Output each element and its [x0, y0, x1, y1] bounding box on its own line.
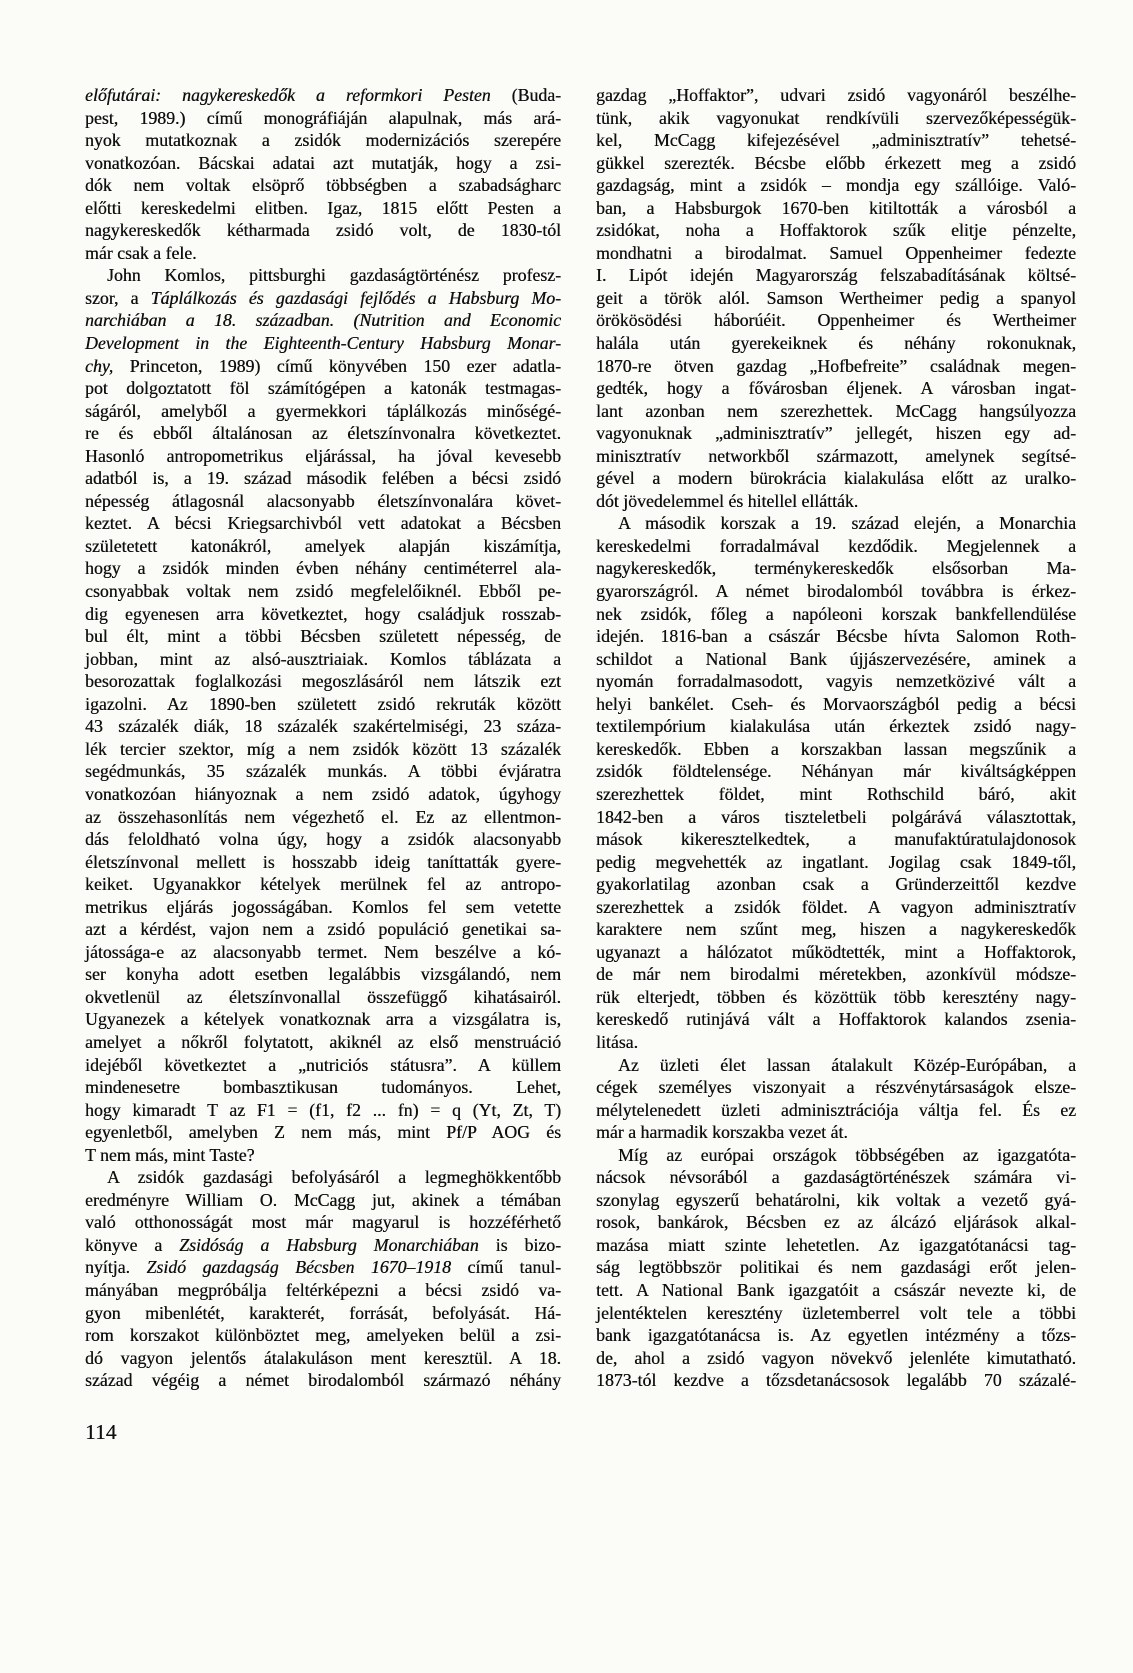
text-line: szor, a Táplálkozás és gazdasági fejlődés a Habsburg Mo- — [85, 287, 561, 308]
text-line: mondhatni a birodalmat. Samuel Oppenheimer fedezte — [596, 242, 1076, 263]
text-line: I. Lipót idején Magyarország felszabadításának költsé- — [596, 265, 1076, 286]
text-line: gyon mibenlétét, karakterét, forrását, befolyását. Há- — [85, 1302, 561, 1323]
text-line: mindenesetre bombasztikusan tudományos. Lehet, — [85, 1077, 561, 1098]
italic-text: előfutárai: nagykereskedők a reformkori Pesten — [85, 85, 491, 105]
page-number: 114 — [85, 1420, 117, 1444]
text-line: de, ahol a zsidó vagyon növekvő jelenléte kimutatható. — [596, 1347, 1076, 1368]
text-line: rom korszakot különböztet meg, amelyeken belül a zsi- — [85, 1325, 561, 1346]
text-line: gyarországról. A német birodalomból továbbra is érkez- — [596, 581, 1076, 602]
text-line: már csak a fele. — [85, 242, 197, 263]
text-line: bank igazgatótanácsa is. Az egyetlen intézmény a tőzs- — [596, 1325, 1076, 1346]
text-line: nyok mutatkoznak a zsidók modernizációs szerepére — [85, 130, 561, 151]
text-line: dás feloldható volna úgy, hogy a zsidók alacsonyabb — [85, 829, 561, 850]
text-line: gedték, hogy a fővárosban éljenek. A városban ingat- — [596, 378, 1076, 399]
text-line: ságáról, amelyből a gyermekkori táplálkozás minőségé- — [85, 400, 561, 421]
text-line: mások kikeresztelkedtek, a manufaktúratulajdonosok — [596, 829, 1076, 850]
text-line: pedig megvehették az ingatlant. Jogilag csak 1849-től, — [596, 851, 1076, 872]
text-line: dig egyenesen arra következtet, hogy családjuk rosszab- — [85, 603, 561, 624]
text-line: lék tercier szektor, míg a nem zsidók között 13 százalék — [85, 738, 561, 759]
text-line: amelyet a nőkről folytatott, akiknél az első menstruáció — [85, 1031, 561, 1052]
text-line: dó vagyon jelentős átalakuláson ment keresztül. A 18. — [85, 1347, 561, 1368]
text-line: dót jövedelemmel és hitellel ellátták. — [596, 490, 859, 511]
text-line: egyenletből, amelyben Z nem más, mint Pf/P AOG és — [85, 1122, 561, 1143]
text-line: már a harmadik korszakba vezet át. — [596, 1122, 848, 1143]
text-line: pot dolgoztatott föl számítógépen a katonák testmagas- — [85, 378, 561, 399]
text-line: jobban, mint az alsó-ausztriaiak. Komlos táblázata a — [85, 648, 561, 669]
text-line: Ugyanezek a kételyek vonatkoznak arra a vizsgálatra is, — [85, 1009, 561, 1030]
text-line — [85, 332, 561, 355]
italic-text: chy, — [85, 355, 114, 376]
text-line: ság legtöbbször politikai és nem gazdasági erőt jelen- — [596, 1257, 1076, 1278]
text-line: vonatkozóan. Bácskai adatai azt mutatják, hogy a zsi- — [85, 152, 561, 173]
text-line: hogy kimaradt T az F1 = (f1, f2 ... fn) = q (Yt, Zt, T) — [85, 1099, 561, 1120]
text-line: John Komlos, pittsburghi gazdaságtörténész profesz- — [107, 265, 561, 286]
text-line: mányában megpróbálja feltérképezni a bécsi zsidó va- — [85, 1279, 561, 1300]
text-line: gükkel szerezték. Bécsbe előbb érkezett meg a zsidó — [596, 152, 1076, 173]
text-line: szerezhettek földet, mint Rothschild báró, akit — [596, 783, 1076, 804]
text-line: előtti kereskedelmi elitben. Igaz, 1815 előtt Pesten a — [85, 197, 561, 218]
text-column-right — [596, 84, 1076, 1392]
text-line: chy, Princeton, 1989) című könyvében 150 ezer adatla- — [85, 355, 561, 376]
text-line: besorozattak foglalkozási megoszlásáról nem látszik ezt — [85, 671, 561, 692]
text-line: előfutárai: nagykereskedők a reformkori Pesten (Buda- — [85, 85, 562, 105]
text-line: nyomán forradalmasodott, vagyis nemzetközivé vált a — [596, 671, 1076, 692]
text-line: kereskedő rutinjává vált a Hoffaktorok kalandos zsenia- — [596, 1009, 1076, 1030]
text-line: keiket. Ugyanakkor kételyek merülnek fel az antropo- — [85, 874, 561, 895]
text-line: gével a modern bürokrácia kialakulása előtt az uralko- — [596, 468, 1076, 489]
text-line: kereskedők. Ebben a korszakban lassan megszűnik a — [596, 738, 1076, 759]
text-line: népesség átlagosnál alacsonyabb életszínvonalára követ- — [85, 490, 561, 511]
text-line: szerezhettek a zsidók földet. A vagyon adminisztratív — [596, 896, 1076, 917]
italic-text: Zsidó gazdagság Bécsben 1670–1918 — [146, 1257, 451, 1278]
text-line: karaktere nem szűnt meg, hiszen a nagykereskedők — [596, 919, 1076, 940]
text-line: ser konyha adott esetben legalábbis vizsgálandó, nem — [85, 964, 561, 985]
text-line: könyve a Zsidóság a Habsburg Monarchiában is bizo- — [85, 1234, 561, 1255]
text-line: T nem más, mint Taste? — [85, 1144, 255, 1165]
text-line: 43 százalék diák, 18 százalék szakértelmiségi, 23 száza- — [85, 716, 561, 737]
italic-text: Zsidóság a Habsburg Monarchiában — [179, 1234, 479, 1255]
text-line: halála után gyerekeiknek és néhány rokonuknak, — [596, 333, 1076, 354]
text-line: okvetlenül az életszínvonallal összefüggő kihatásairól. — [85, 986, 561, 1007]
text-line: csonyabbak voltak nem zsidó megfelelőiknél. Ebből pe- — [85, 581, 561, 602]
text-line: az összehasonlítás nem végezhető el. Ez az ellentmon- — [85, 806, 561, 827]
text-line: lant azonban nem szerezhettek. McCagg hangsúlyozza — [596, 400, 1076, 421]
text-line: azt a kérdést, vajon nem a zsidó populáció genetikai sa- — [85, 919, 561, 940]
text-line: nagykereskedők kétharmada zsidó volt, de 1830-tól — [85, 220, 561, 241]
text-line: zsidókat, noha a Hoffaktorok szűk elitje pénzelte, — [596, 220, 1076, 241]
text-line: adatból is, a 19. század második felében a bécsi zsidó — [85, 468, 561, 489]
text-line: cégek személyes viszonyait a részvénytársaságok elsze- — [596, 1077, 1076, 1098]
text-line: rosok, bankárok, Bécsben ez az álcázó eljárások alkal- — [596, 1212, 1076, 1233]
text-line: litása. — [596, 1031, 638, 1052]
text-line: szonylag egyszerű behatárolni, kik voltak a vezető gyá- — [596, 1189, 1076, 1210]
text-line: nácsok névsorából a gazdaságtörténészek számára vi- — [596, 1167, 1076, 1188]
text-line: rük elterjedt, többen és közöttük több keresztény nagy- — [596, 986, 1076, 1007]
text-line: idejéből következtet a „nutriciós státusra”. A küllem — [85, 1054, 561, 1075]
text-line: metrikus eljárás jogosságában. Komlos fel sem vetette — [85, 896, 561, 917]
text-line: való otthonosságát most már magyarul is hozzéférhető — [85, 1212, 561, 1233]
text-line: 1870-re ötven gazdag „Hofbefreite” családnak megen- — [596, 355, 1076, 376]
text-line: eredményre William O. McCagg jut, akinek a témában — [85, 1189, 561, 1210]
text-line: gazdag „Hoffaktor”, udvari zsidó vagyonáról beszélhe- — [596, 85, 1076, 105]
text-line: textilempórium kialakulása után érkeztek zsidó nagy- — [596, 716, 1076, 737]
text-line: nyítja. Zsidó gazdagság Bécsben 1670–1918 című tanul- — [85, 1257, 561, 1278]
text-line — [85, 309, 561, 332]
text-line: hogy a zsidók minden évben néhány centiméterrel ala- — [85, 558, 561, 579]
text-line: idején. 1816-ban a császár Bécsbe hívta Salomon Roth- — [596, 626, 1076, 647]
text-line: kel, McCagg kifejezésével „adminisztratív” tehetsé- — [596, 130, 1076, 151]
text-line: helyi bankélet. Cseh- és Morvaországból pedig a bécsi — [596, 693, 1076, 714]
text-line: minisztratív networkből származott, amelynek segítsé- — [596, 445, 1076, 466]
italic-text: narchiában a 18. században. (Nutrition and Economic — [85, 310, 561, 331]
text-line: nek zsidók, főleg a napóleoni korszak bankfellendülése — [596, 603, 1076, 624]
text-line: A zsidók gazdasági befolyásáról a legmeghökkentőbb — [107, 1167, 561, 1188]
text-line: század végéig a német birodalomból származó néhány — [85, 1370, 561, 1391]
text-line: örökösödési háborúéit. Oppenheimer és Wertheimer — [596, 310, 1076, 331]
text-line: vagyonuknak „adminisztratív” jellegét, hiszen egy ad- — [596, 423, 1076, 444]
text-line: mazása miatt szinte lehetetlen. Az igazgatótanácsi tag- — [596, 1234, 1076, 1255]
text-line: re és ebből általánosan az életszínvonalra következtet. — [85, 423, 561, 444]
text-line: pest, 1989.) című monográfiáján alapulnak, más ará- — [85, 107, 561, 128]
text-line: vonatkozóan hiányoznak a nem zsidó adatok, úgyhogy — [85, 783, 561, 804]
text-column-left — [85, 84, 561, 1392]
text-line: Az üzleti élet lassan átalakult Közép-Európában, a — [618, 1054, 1076, 1075]
text-line: kereskedelmi forradalmával kezdődik. Megjelennek a — [596, 535, 1076, 556]
text-line: zsidók földtelensége. Néhányan már kiváltságképpen — [596, 761, 1076, 782]
text-line: nagykereskedők, terménykereskedők elsősorban Ma- — [596, 558, 1076, 579]
text-line: életszínvonal mellett is hosszabb ideig taníttatták gyere- — [85, 851, 561, 872]
text-line: tünk, akik vagyonukat rendkívüli szervezőképességük- — [596, 107, 1076, 128]
text-line: tett. A National Bank igazgatóit a császár nevezte ki, de — [596, 1279, 1076, 1300]
text-line: Hasonló antropometrikus eljárással, ha jóval kevesebb — [85, 445, 561, 466]
text-line: gazdagság, mint a zsidók – mondja egy szállóige. Való- — [596, 175, 1076, 196]
text-line: ugyanazt a hálózatot működtették, mint a Hoffaktorok, — [596, 941, 1076, 962]
text-line: születetett katonákról, amelyek alapján kiszámítja, — [85, 535, 561, 556]
text-line: geit a török alól. Samson Wertheimer pedig a spanyol — [596, 287, 1076, 308]
text-line: A második korszak a 19. század elején, a Monarchia — [618, 513, 1076, 534]
text-line: jelentéktelen keresztény üzletemberrel volt tele a többi — [596, 1302, 1076, 1323]
text-line: 1873-tól kezdve a tőzsdetanácsosok legalább 70 százalé- — [596, 1370, 1076, 1391]
text-line: segédmunkás, 35 százalék munkás. A többi évjáratra — [85, 761, 561, 782]
text-line: keztet. A bécsi Kriegsarchivból vett adatokat a Bécsben — [85, 513, 561, 534]
text-line: 1842-ben a város tiszteletbeli polgárává választottak, — [596, 806, 1076, 827]
text-line: játossága-e az alacsonyabb termet. Nem beszélve a kó- — [85, 941, 561, 962]
italic-text: Táplálkozás és gazdasági fejlődés a Habsburg Mo- — [150, 287, 561, 308]
text-line: gyakorlatilag azonban csak a Gründerzeittől kezdve — [596, 874, 1076, 895]
italic-text: Development in the Eighteenth-Century Habsburg Monar- — [85, 333, 561, 354]
text-line: dók nem voltak elsöprő többségben a szabadságharc — [85, 175, 561, 196]
text-line: Míg az európai országok többségében az igazgatóta- — [618, 1144, 1076, 1165]
text-line: bul élt, mint a többi Bécsben született népesség, de — [85, 626, 561, 647]
text-line: schildot a National Bank újjászervezésére, aminek a — [596, 648, 1076, 669]
text-line: mélytelenedett üzleti adminisztrációja váltja fel. És ez — [596, 1099, 1076, 1120]
text-line: ban, a Habsburgok 1670-ben kitiltották a városból a — [596, 197, 1076, 218]
text-line: igazolni. Az 1890-ben született zsidó rekruták között — [85, 693, 561, 714]
text-line: de már nem birodalmi méretekben, azonkívül módsze- — [596, 964, 1076, 985]
